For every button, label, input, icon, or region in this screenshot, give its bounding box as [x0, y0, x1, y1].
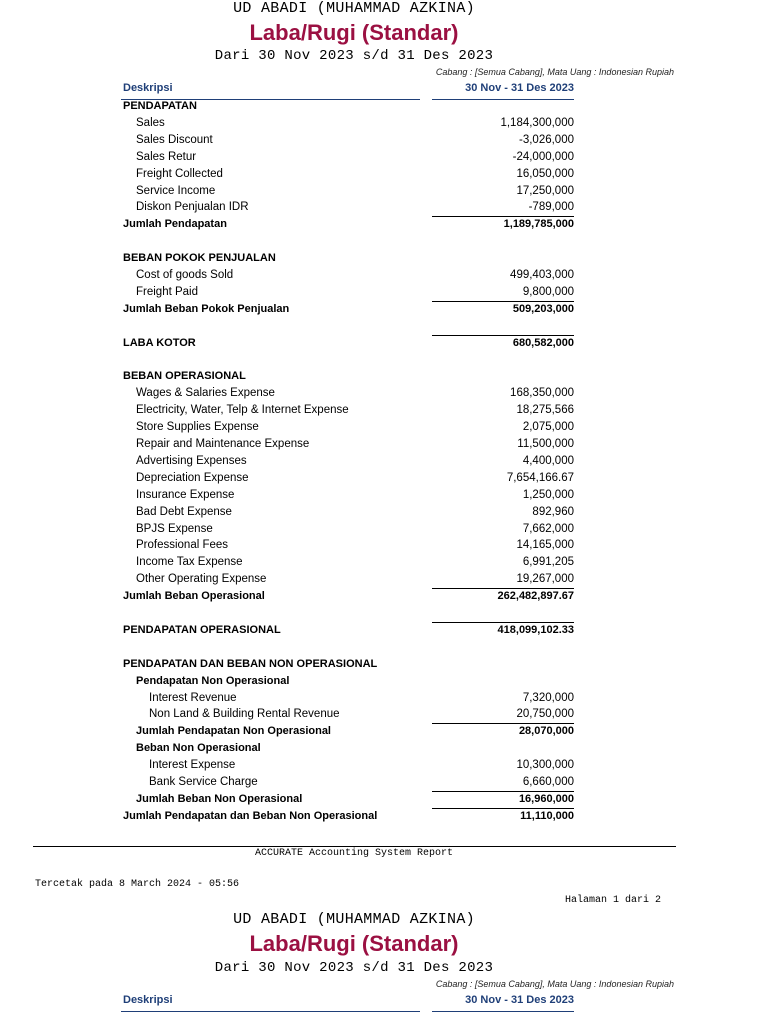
column-header-description: Deskripsi	[123, 82, 173, 94]
column-header-period: 30 Nov - 31 Des 2023	[465, 82, 574, 94]
row-label: Repair and Maintenance Expense	[136, 438, 310, 450]
row-value: 6,660,000	[522, 776, 574, 788]
row-value: 9,800,000	[522, 285, 574, 298]
report-period: Dari 30 Nov 2023 s/d 31 Des 2023	[214, 48, 494, 64]
row-value: 2,075,000	[522, 421, 574, 434]
row-value: 17,250,000	[516, 184, 574, 197]
row-value: -789,000	[528, 201, 574, 214]
spacer-row	[0, 318, 768, 335]
account-row	[0, 183, 768, 200]
section-heading-row	[0, 656, 768, 673]
row-label: Jumlah Pendapatan	[123, 218, 227, 231]
total-row	[0, 808, 768, 825]
spacer-row	[0, 639, 768, 656]
row-label: Freight Collected	[136, 167, 223, 180]
spacer-row	[0, 605, 768, 622]
account-row	[0, 436, 768, 453]
total-row	[0, 216, 768, 233]
row-label: Sales Retur	[136, 150, 197, 163]
section-heading-row	[0, 98, 768, 115]
account-row	[0, 267, 768, 284]
account-row	[0, 537, 768, 554]
row-label: Pendapatan Non Operasional	[136, 674, 290, 687]
total-row	[0, 335, 768, 352]
row-label: Jumlah Pendapatan dan Beban Non Operasional	[123, 809, 378, 822]
row-label: Service Income	[136, 184, 216, 197]
row-value: 892,960	[532, 505, 574, 518]
row-value: 1,189,785,000	[432, 216, 574, 233]
company-name: UD ABADI (MUHAMMAD AZKINA)	[233, 0, 475, 17]
row-value: -3,026,000	[519, 133, 574, 146]
row-label: Beban Non Operasional	[136, 742, 261, 755]
row-label: Depreciation Expense	[136, 471, 249, 484]
account-row	[0, 284, 768, 301]
account-row	[0, 385, 768, 402]
header-underline-description-page-2	[121, 1011, 420, 1012]
row-label: Professional Fees	[136, 539, 229, 552]
row-value: 262,482,897.67	[432, 588, 574, 605]
row-value: 4,400,000	[522, 454, 574, 467]
footer-page-number: Halaman 1 dari 2	[564, 895, 661, 906]
row-label: BPJS Expense	[136, 522, 213, 535]
row-value: 509,203,000	[432, 301, 574, 318]
report-filter-page-2: Cabang : [Semua Cabang], Mata Uang : Indonesian Rupiah	[435, 979, 674, 989]
account-row	[0, 470, 768, 487]
row-label: Jumlah Pendapatan Non Operasional	[136, 725, 331, 738]
account-row	[0, 757, 768, 774]
row-label: BEBAN OPERASIONAL	[123, 370, 246, 383]
row-label: Advertising Expenses	[136, 454, 247, 467]
row-label: Other Operating Expense	[136, 573, 267, 586]
row-label: PENDAPATAN DAN BEBAN NON OPERASIONAL	[123, 657, 378, 670]
row-value: 14,165,000	[516, 539, 574, 552]
section-heading-row	[0, 740, 768, 757]
footer-system-name: ACCURATE Accounting System Report	[254, 848, 454, 859]
report-title: Laba/Rugi (Standar)	[249, 20, 459, 45]
row-value: 418,099,102.33	[432, 622, 574, 639]
section-heading-row	[0, 250, 768, 267]
report-filter: Cabang : [Semua Cabang], Mata Uang : Indonesian Rupiah	[435, 67, 674, 77]
row-label: Non Land & Building Rental Revenue	[149, 708, 340, 721]
column-header-period-page-2: 30 Nov - 31 Des 2023	[465, 994, 574, 1006]
row-value: 11,110,000	[432, 808, 574, 825]
row-value: 20,750,000	[516, 708, 574, 721]
report-period-page-2: Dari 30 Nov 2023 s/d 31 Des 2023	[214, 960, 494, 976]
account-row	[0, 521, 768, 538]
column-header-description-page-2: Deskripsi	[123, 994, 173, 1006]
row-value: 16,050,000	[516, 167, 574, 180]
row-value: 7,654,166.67	[506, 471, 574, 484]
row-value: 16,960,000	[432, 791, 574, 808]
account-row	[0, 554, 768, 571]
account-row	[0, 149, 768, 166]
row-label: LABA KOTOR	[123, 336, 196, 349]
account-row	[0, 504, 768, 521]
row-label: Jumlah Beban Non Operasional	[136, 792, 303, 805]
row-value: 11,500,000	[517, 438, 574, 450]
header-underline-period-page-2	[432, 1011, 574, 1012]
report-title-page-2: Laba/Rugi (Standar)	[249, 931, 459, 956]
row-label: Insurance Expense	[136, 488, 235, 501]
row-value: 1,250,000	[522, 488, 574, 501]
row-label: PENDAPATAN OPERASIONAL	[123, 623, 281, 636]
account-row	[0, 571, 768, 588]
total-row	[0, 301, 768, 318]
section-heading-row	[0, 673, 768, 690]
row-value: 680,582,000	[432, 335, 574, 352]
row-value: 18,275,566	[516, 404, 574, 417]
company-name-page-2: UD ABADI (MUHAMMAD AZKINA)	[233, 911, 475, 928]
row-label: Wages & Salaries Expense	[136, 387, 275, 400]
row-value: 499,403,000	[510, 269, 574, 281]
row-label: Interest Expense	[149, 759, 236, 772]
account-row	[0, 419, 768, 436]
row-label: BEBAN POKOK PENJUALAN	[123, 252, 276, 265]
account-row	[0, 132, 768, 149]
spacer-row	[0, 233, 768, 250]
row-label: PENDAPATAN	[123, 100, 197, 112]
account-row	[0, 402, 768, 419]
account-row	[0, 690, 768, 707]
row-value: 7,320,000	[522, 691, 574, 704]
row-value: 19,267,000	[516, 573, 574, 586]
row-value: 28,070,000	[432, 723, 574, 740]
account-row	[0, 166, 768, 183]
row-value: -24,000,000	[512, 150, 574, 163]
row-label: Sales	[136, 116, 165, 129]
total-row	[0, 723, 768, 740]
row-label: Store Supplies Expense	[136, 421, 259, 434]
spacer-row	[0, 352, 768, 369]
row-value: 1,184,300,000	[500, 116, 574, 129]
account-row	[0, 199, 768, 216]
total-row	[0, 622, 768, 639]
row-label: Cost of goods Sold	[136, 269, 234, 281]
row-value: 6,991,205	[522, 556, 574, 569]
account-row	[0, 453, 768, 470]
row-value: 168,350,000	[510, 387, 574, 400]
row-value: 10,300,000	[516, 759, 574, 772]
account-row	[0, 706, 768, 723]
row-value: 7,662,000	[522, 522, 574, 535]
footer-printed-date: Tercetak pada 8 March 2024 - 05:56	[35, 879, 240, 890]
footer-divider	[33, 846, 676, 847]
row-label: Bad Debt Expense	[136, 505, 232, 518]
total-row	[0, 588, 768, 605]
row-label: Diskon Penjualan IDR	[136, 201, 249, 214]
row-label: Income Tax Expense	[136, 556, 243, 569]
account-row	[0, 487, 768, 504]
row-label: Freight Paid	[136, 285, 199, 298]
row-label: Jumlah Beban Pokok Penjualan	[123, 302, 290, 315]
account-row	[0, 115, 768, 132]
row-label: Electricity, Water, Telp & Internet Expense	[136, 404, 349, 417]
account-row	[0, 774, 768, 791]
total-row	[0, 791, 768, 808]
row-label: Interest Revenue	[149, 691, 237, 704]
section-heading-row	[0, 368, 768, 385]
row-label: Jumlah Beban Operasional	[123, 590, 265, 603]
row-label: Bank Service Charge	[149, 776, 258, 788]
row-label: Sales Discount	[136, 133, 213, 146]
